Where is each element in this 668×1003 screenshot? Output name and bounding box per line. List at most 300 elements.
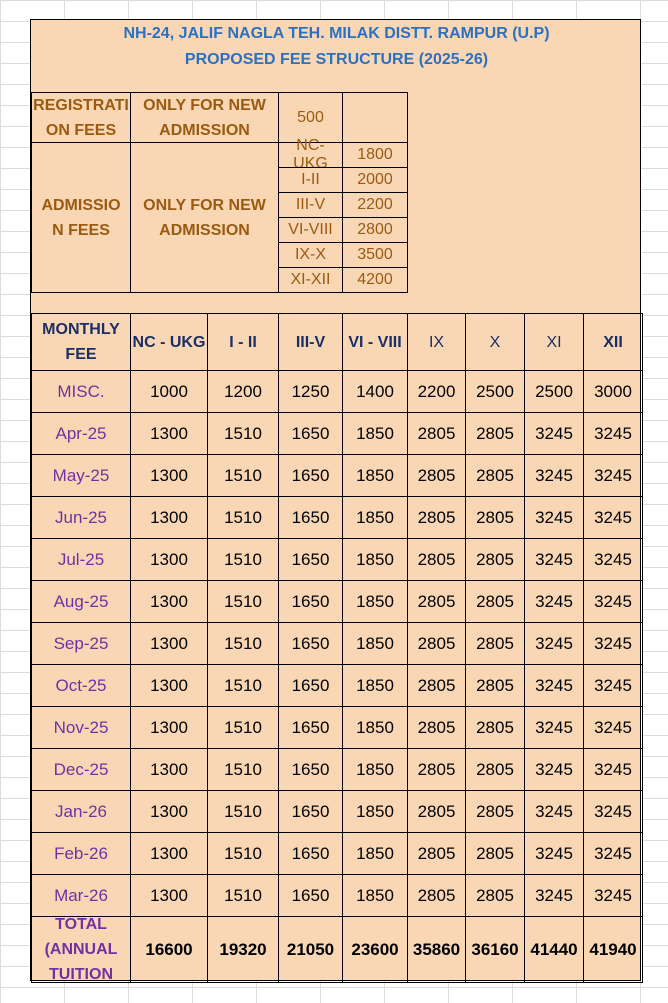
fee-value-cell (278, 412, 343, 455)
fee-value-cell-text: 1300 (150, 591, 188, 611)
fee-value-cell-text: 1300 (150, 507, 188, 527)
month-label-cell-text: Feb-26 (54, 843, 108, 863)
fee-value-cell (342, 454, 408, 497)
class-column-header-text: VI - VIII (348, 333, 402, 351)
fee-value-cell (278, 874, 343, 917)
fee-value-cell-text: 1850 (356, 675, 394, 695)
class-column-header-text: IX (428, 333, 445, 351)
fee-value-cell (465, 832, 525, 875)
class-column-header-text: III-V (295, 333, 326, 351)
fee-value-cell (130, 664, 208, 707)
admission-class-cell (278, 242, 343, 268)
registration-amount-cell-text: 500 (297, 108, 324, 126)
fee-value-cell-text: 1510 (224, 759, 262, 779)
fee-value-cell-text: 1850 (356, 465, 394, 485)
fee-value-cell (524, 664, 584, 707)
month-label-cell (31, 454, 131, 497)
fee-value-cell (407, 790, 466, 833)
month-label-cell-text: Jun-25 (55, 507, 107, 527)
admission-label-cell (31, 142, 131, 293)
registration-label-cell-text: REGISTRATI (33, 96, 129, 114)
fee-value-cell-text: 2805 (417, 801, 456, 821)
admission-class-cell-text: IX-X (294, 246, 327, 263)
fee-value-cell (342, 580, 408, 623)
total-value-cell-text: 16600 (145, 939, 193, 959)
fee-value-cell-text: 1510 (224, 423, 262, 443)
month-label-cell (31, 790, 131, 833)
month-label-cell-text: May-25 (52, 465, 110, 485)
fee-value-cell (407, 370, 466, 413)
total-value-cell (524, 916, 584, 983)
fee-value-cell-text: 2805 (476, 843, 514, 863)
fee-value-cell-text: 3245 (594, 507, 632, 527)
fee-value-cell-text: 1650 (291, 843, 330, 863)
fee-value-cell-text: 1650 (291, 591, 330, 611)
fee-value-cell (207, 832, 279, 875)
fee-value-cell (130, 622, 208, 665)
fee-value-cell (465, 538, 525, 581)
fee-value-cell (524, 370, 584, 413)
fee-value-cell-text: 2805 (417, 423, 456, 443)
fee-value-cell (278, 832, 343, 875)
fee-value-cell (465, 706, 525, 749)
total-value-cell (465, 916, 525, 983)
fee-value-cell-text: 1850 (356, 423, 394, 443)
admission-class-cell-text: VI-VIII (288, 221, 333, 238)
admission-fee-cell-text: 1800 (357, 146, 393, 163)
admission-label-cell-text: ADMISSIO (41, 196, 121, 214)
registration-empty-cell (342, 92, 408, 143)
admission-fee-cell (342, 167, 408, 193)
fee-value-cell-text: 1850 (356, 633, 394, 653)
fee-value-cell-text: 1850 (356, 801, 394, 821)
fee-value-cell-text: 3245 (594, 591, 632, 611)
fee-value-cell-text: 1300 (150, 465, 188, 485)
fee-value-cell (130, 706, 208, 749)
fee-value-cell (207, 790, 279, 833)
fee-value-cell-text: 1850 (356, 885, 394, 905)
fee-value-cell (583, 496, 643, 539)
fee-value-cell (407, 538, 466, 581)
fee-value-cell (342, 370, 408, 413)
fee-value-cell (583, 706, 643, 749)
fee-value-cell-text: 3245 (594, 423, 632, 443)
fee-value-cell-text: 1300 (150, 717, 188, 737)
month-label-cell (31, 496, 131, 539)
admission-label-cell-text: N FEES (52, 221, 110, 239)
fee-value-cell-text: 1510 (224, 843, 262, 863)
class-column-header-text: NC - UKG (132, 333, 206, 351)
admission-fee-cell-text: 2200 (357, 196, 393, 213)
fee-value-cell (407, 454, 466, 497)
fee-value-cell-text: 1850 (356, 843, 394, 863)
fee-value-cell (407, 706, 466, 749)
fee-value-cell (207, 874, 279, 917)
fee-value-cell (278, 790, 343, 833)
fee-value-cell (524, 454, 584, 497)
month-label-cell (31, 874, 131, 917)
fee-value-cell-text: 1650 (291, 759, 330, 779)
total-value-cell-text: 21050 (286, 939, 335, 959)
fee-value-cell (583, 874, 643, 917)
fee-value-cell-text: 1300 (150, 633, 188, 653)
fee-value-cell (407, 496, 466, 539)
fee-value-cell (583, 832, 643, 875)
fee-value-cell-text: 2805 (417, 633, 456, 653)
fee-value-cell-text: 3000 (594, 381, 632, 401)
fee-value-cell-text: 1510 (224, 507, 262, 527)
fee-value-cell-text: 1250 (291, 381, 330, 401)
fee-value-cell (278, 748, 343, 791)
fee-value-cell-text: 2805 (476, 423, 514, 443)
fee-value-cell-text: 1650 (291, 885, 330, 905)
fee-value-cell (524, 538, 584, 581)
fee-value-cell-text: 3245 (594, 549, 632, 569)
fee-value-cell (465, 874, 525, 917)
fee-value-cell-text: 2805 (417, 885, 456, 905)
fee-value-cell (342, 412, 408, 455)
fee-value-cell (583, 370, 643, 413)
fee-value-cell (342, 748, 408, 791)
fee-value-cell (207, 370, 279, 413)
admission-class-cell (278, 217, 343, 243)
admission-fee-cell (342, 242, 408, 268)
fee-value-cell (465, 412, 525, 455)
month-label-cell-text: Nov-25 (53, 717, 109, 737)
fee-value-cell-text: 2805 (476, 885, 514, 905)
fee-value-cell-text: 1300 (150, 759, 188, 779)
fee-value-cell-text: 2500 (476, 381, 514, 401)
fee-sheet (30, 19, 641, 981)
fee-value-cell (465, 664, 525, 707)
fee-value-cell (130, 454, 208, 497)
fee-value-cell-text: 1300 (150, 549, 188, 569)
fee-value-cell (465, 454, 525, 497)
fee-value-cell (583, 454, 643, 497)
fee-value-cell-text: 1650 (291, 717, 330, 737)
fee-value-cell (342, 790, 408, 833)
fee-value-cell-text: 1510 (224, 675, 262, 695)
fee-value-cell (278, 664, 343, 707)
fee-value-cell-text: 2805 (417, 549, 456, 569)
fee-value-cell (524, 790, 584, 833)
fee-value-cell-text: 1650 (291, 633, 330, 653)
fee-value-cell (524, 706, 584, 749)
fee-value-cell-text: 3245 (535, 675, 573, 695)
fee-value-cell-text: 3245 (535, 843, 573, 863)
registration-label-cell-text: ON FEES (45, 121, 117, 139)
fee-value-cell (130, 412, 208, 455)
fee-value-cell-text: 3245 (594, 885, 632, 905)
fee-value-cell-text: 1650 (291, 423, 330, 443)
fee-value-cell-text: 3245 (535, 633, 573, 653)
fee-value-cell-text: 1850 (356, 591, 394, 611)
fee-value-cell (465, 580, 525, 623)
fee-value-cell (407, 664, 466, 707)
fee-value-cell (465, 790, 525, 833)
fee-value-cell (583, 790, 643, 833)
fee-value-cell-text: 3245 (535, 507, 573, 527)
fee-value-cell-text: 1510 (224, 549, 262, 569)
fee-value-cell-text: 3245 (594, 717, 632, 737)
total-value-cell-text: 36160 (471, 939, 519, 959)
fee-value-cell-text: 2805 (476, 591, 514, 611)
total-label-cell-text: TOTAL (55, 916, 107, 933)
school-address-title: NH-24, JALIF NAGLA TEH. MILAK DISTT. RAMPUR (U.P) (123, 25, 550, 42)
fee-value-cell-text: 3245 (535, 591, 573, 611)
admission-fee-cell (342, 192, 408, 218)
fee-value-cell-text: 1200 (224, 381, 262, 401)
fee-value-cell-text: 2805 (417, 843, 456, 863)
fee-value-cell (583, 412, 643, 455)
fee-value-cell (407, 832, 466, 875)
fee-value-cell (407, 580, 466, 623)
fee-value-cell (130, 370, 208, 413)
fee-value-cell-text: 3245 (535, 885, 573, 905)
fee-value-cell-text: 3245 (535, 465, 573, 485)
fee-value-cell-text: 3245 (594, 465, 632, 485)
fee-value-cell (278, 370, 343, 413)
fee-value-cell-text: 2805 (417, 675, 456, 695)
fee-value-cell-text: 1510 (224, 885, 262, 905)
fee-value-cell (524, 832, 584, 875)
fee-value-cell-text: 1510 (224, 717, 262, 737)
fee-value-cell (407, 874, 466, 917)
fee-value-cell (524, 580, 584, 623)
admission-fee-cell-text: 2000 (357, 171, 393, 188)
fee-value-cell-text: 2500 (535, 381, 573, 401)
total-label-cell (31, 916, 131, 983)
fee-value-cell (207, 412, 279, 455)
admission-class-cell-text: NC-UKG (293, 137, 328, 172)
fee-value-cell (465, 622, 525, 665)
admission-fee-cell-text: 3500 (357, 246, 393, 263)
fee-value-cell-text: 1300 (150, 675, 188, 695)
fee-value-cell (207, 538, 279, 581)
fee-value-cell-text: 1000 (150, 381, 188, 401)
fee-value-cell-text: 2805 (476, 801, 514, 821)
fee-value-cell-text: 3245 (594, 801, 632, 821)
monthly-fee-header (31, 313, 131, 371)
fee-value-cell (583, 622, 643, 665)
fee-value-cell-text: 3245 (535, 549, 573, 569)
fee-value-cell-text: 1300 (150, 843, 188, 863)
fee-value-cell (130, 538, 208, 581)
total-value-cell (407, 916, 466, 983)
fee-value-cell-text: 3245 (594, 843, 632, 863)
fee-value-cell-text: 1510 (224, 591, 262, 611)
class-column-header (583, 313, 643, 371)
class-column-header (465, 313, 525, 371)
class-column-header-text: XII (603, 333, 623, 351)
fee-value-cell (524, 412, 584, 455)
admission-fee-cell (342, 142, 408, 168)
admission-note-cell (130, 142, 279, 293)
fee-value-cell-text: 1850 (356, 507, 394, 527)
month-label-cell-text: Sep-25 (53, 633, 109, 653)
admission-note-cell-text: ONLY FOR NEW (143, 196, 266, 214)
month-label-cell (31, 832, 131, 875)
registration-note-cell-text: ONLY FOR NEW (143, 96, 266, 114)
admission-class-cell-text: I-II (301, 171, 320, 188)
fee-value-cell-text: 2805 (476, 465, 514, 485)
class-column-header-text: I - II (229, 333, 257, 351)
fee-value-cell (407, 622, 466, 665)
admission-class-cell (278, 137, 343, 172)
class-column-header-text: XI (546, 333, 562, 351)
month-label-cell-text: Jul-25 (57, 549, 105, 569)
admission-note-cell-text: ADMISSION (159, 221, 250, 239)
total-value-cell-text: 23600 (351, 939, 399, 959)
fee-value-cell (130, 874, 208, 917)
total-value-cell-text: 41940 (589, 939, 637, 959)
month-label-cell-text: Dec-25 (53, 759, 109, 779)
month-label-cell-text: Oct-25 (55, 675, 107, 695)
fee-value-cell-text: 3245 (535, 759, 573, 779)
month-label-cell (31, 538, 131, 581)
fee-value-cell (465, 496, 525, 539)
fee-value-cell (207, 622, 279, 665)
total-value-cell (130, 916, 208, 983)
fee-value-cell (278, 706, 343, 749)
fee-value-cell-text: 1510 (224, 465, 262, 485)
admission-fee-cell-text: 4200 (357, 271, 393, 288)
month-label-cell-text: Apr-25 (55, 423, 107, 443)
total-value-cell-text: 41440 (530, 939, 578, 959)
fee-value-cell (342, 496, 408, 539)
fee-value-cell (207, 706, 279, 749)
fee-value-cell-text: 2805 (476, 717, 514, 737)
fee-value-cell (130, 832, 208, 875)
fee-value-cell (207, 580, 279, 623)
fee-value-cell (524, 874, 584, 917)
month-label-cell-text: Mar-26 (54, 885, 108, 905)
fee-value-cell-text: 2805 (476, 759, 514, 779)
fee-value-cell (465, 748, 525, 791)
fee-value-cell-text: 1300 (150, 423, 188, 443)
admission-fee-cell (342, 267, 408, 293)
fee-value-cell-text: 3245 (594, 675, 632, 695)
fee-value-cell (278, 622, 343, 665)
fee-value-cell (207, 664, 279, 707)
fee-value-cell-text: 2805 (476, 549, 514, 569)
fee-value-cell (130, 580, 208, 623)
registration-note-cell (130, 92, 279, 143)
admission-class-cell-text: XI-XII (290, 271, 331, 288)
fee-value-cell (342, 706, 408, 749)
fee-value-cell (407, 748, 466, 791)
fee-value-cell-text: 2805 (417, 759, 456, 779)
month-label-cell (31, 412, 131, 455)
fee-value-cell (524, 748, 584, 791)
fee-value-cell-text: 1300 (150, 801, 188, 821)
class-column-header (407, 313, 466, 371)
fee-value-cell-text: 1650 (291, 675, 330, 695)
fee-value-cell-text: 2805 (417, 717, 456, 737)
total-label-cell-text: (ANNUAL (44, 941, 118, 958)
fee-value-cell-text: 1510 (224, 801, 262, 821)
fee-value-cell-text: 2805 (476, 633, 514, 653)
registration-note-cell-text: ADMISSION (159, 121, 250, 139)
fee-value-cell (278, 580, 343, 623)
admission-fee-cell-text: 2800 (357, 221, 393, 238)
fee-value-cell (130, 790, 208, 833)
month-label-cell-text: Jan-26 (55, 801, 107, 821)
fee-value-cell (130, 496, 208, 539)
registration-label-cell (31, 92, 131, 143)
fee-value-cell-text: 1650 (291, 507, 330, 527)
fee-value-cell (207, 748, 279, 791)
fee-value-cell-text: 2805 (476, 675, 514, 695)
fee-value-cell (407, 412, 466, 455)
class-column-header (207, 313, 279, 371)
admission-class-cell (278, 192, 343, 218)
fee-value-cell (278, 496, 343, 539)
fee-value-cell (130, 748, 208, 791)
fee-value-cell-text: 2805 (476, 507, 514, 527)
fee-value-cell (207, 496, 279, 539)
total-value-cell-text: 19320 (219, 939, 267, 959)
month-label-cell (31, 622, 131, 665)
fee-value-cell-text: 1850 (356, 549, 394, 569)
class-column-header (278, 313, 343, 371)
month-label-cell (31, 580, 131, 623)
fee-value-cell-text: 1650 (291, 801, 330, 821)
class-column-header (524, 313, 584, 371)
fee-value-cell-text: 2805 (417, 465, 456, 485)
fee-value-cell-text: 3245 (594, 633, 632, 653)
fee-value-cell (342, 664, 408, 707)
fee-value-cell (583, 748, 643, 791)
fee-value-cell (342, 874, 408, 917)
fee-value-cell (278, 538, 343, 581)
monthly-fee-header-text: MONTHLY (42, 321, 120, 338)
fee-value-cell-text: 2805 (417, 507, 456, 527)
fee-value-cell (524, 496, 584, 539)
fee-value-cell-text: 2805 (417, 591, 456, 611)
fee-value-cell (207, 454, 279, 497)
fee-value-cell-text: 2200 (417, 381, 456, 401)
month-label-cell-text: MISC. (57, 381, 105, 401)
total-value-cell (583, 916, 643, 983)
fee-value-cell (342, 538, 408, 581)
total-value-cell-text: 35860 (412, 939, 461, 959)
fee-value-cell-text: 1300 (150, 885, 188, 905)
fee-value-cell-text: 3245 (535, 423, 573, 443)
total-label-cell-text: TUITION (49, 966, 113, 983)
month-label-cell (31, 748, 131, 791)
admission-class-cell-text: III-V (295, 196, 326, 213)
month-label-cell (31, 664, 131, 707)
month-label-cell (31, 706, 131, 749)
fee-value-cell-text: 3245 (594, 759, 632, 779)
fee-value-cell-text: 1400 (356, 381, 394, 401)
total-value-cell (207, 916, 279, 983)
fee-value-cell-text: 3245 (535, 801, 573, 821)
fee-value-cell-text: 1650 (291, 549, 330, 569)
fee-value-cell (342, 832, 408, 875)
fee-value-cell-text: 3245 (535, 717, 573, 737)
admission-class-cell (278, 267, 343, 293)
class-column-header (130, 313, 208, 371)
fee-value-cell (583, 538, 643, 581)
fee-value-cell-text: 1850 (356, 759, 394, 779)
fee-value-cell-text: 1850 (356, 717, 394, 737)
class-column-header (342, 313, 408, 371)
fee-structure-title: PROPOSED FEE STRUCTURE (2025-26) (184, 51, 489, 68)
fee-value-cell (583, 664, 643, 707)
fee-value-cell (583, 580, 643, 623)
